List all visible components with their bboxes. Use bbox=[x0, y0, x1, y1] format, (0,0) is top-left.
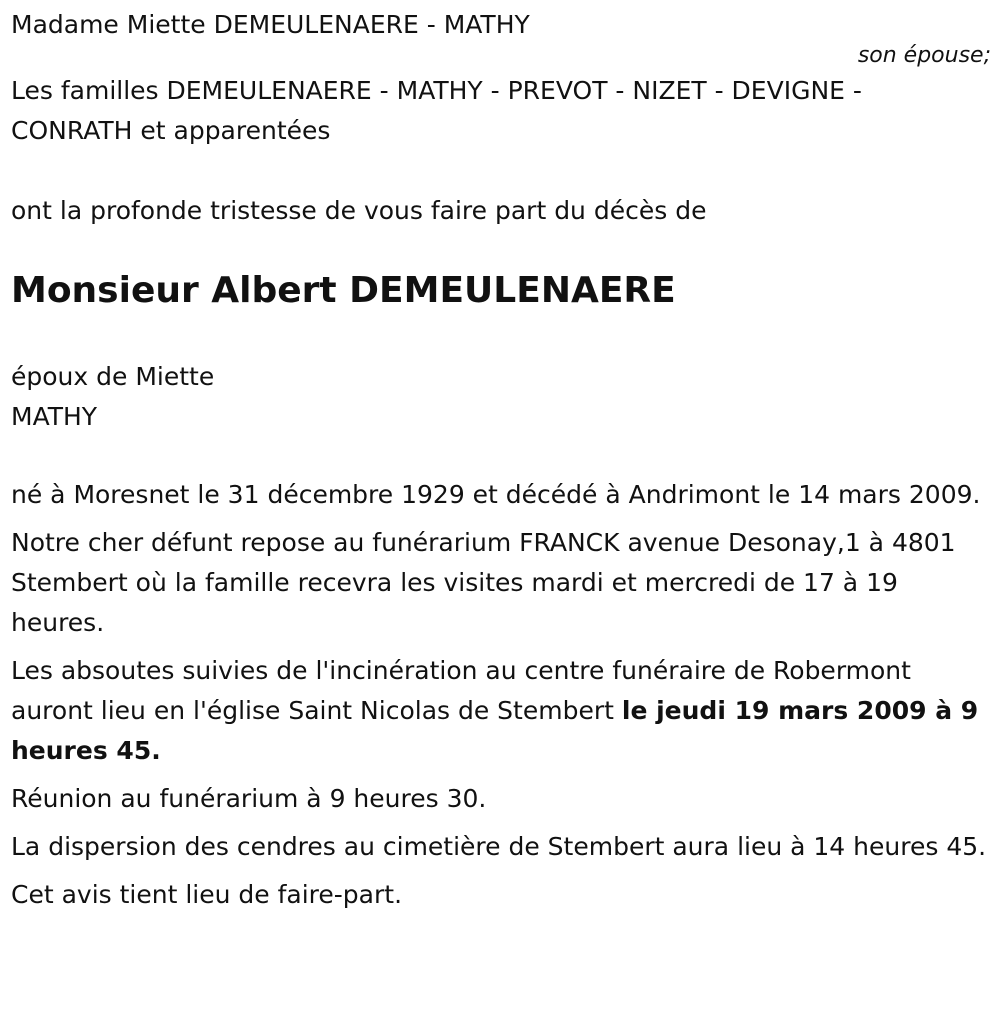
spouse-line-1: époux de Miette bbox=[11, 362, 215, 391]
obituary-notice bbox=[11, 0, 991, 915]
birth-death-paragraph: né à Moresnet le 31 décembre 1929 et décédé à Andrimont le 14 mars 2009. bbox=[11, 480, 981, 509]
ceremony-datetime: le jeudi 19 mars 2009 à 9 heures 45. bbox=[11, 696, 979, 765]
spouse-info bbox=[11, 357, 991, 437]
ceremony-paragraph bbox=[11, 651, 991, 771]
families-line: Les familles DEMEULENAERE - MATHY - PREVOT - NIZET - DEVIGNE - CONRATH et apparentées bbox=[11, 76, 862, 145]
widow-role: son épouse; bbox=[857, 43, 991, 68]
repose-paragraph: Notre cher défunt repose au funérarium FRANCK avenue Desonay,1 à 4801 Stembert où la famille recevra les visites mardi et mercredi de 17 à 19 heures. bbox=[11, 528, 956, 637]
meeting-paragraph: Réunion au funérarium à 9 heures 30. bbox=[11, 784, 487, 813]
announcement-intro: ont la profonde tristesse de vous faire part du décès de bbox=[11, 196, 707, 225]
spouse-line-2: MATHY bbox=[11, 402, 98, 431]
ceremony-prefix: Les absoutes suivies de l'incinération au centre funéraire de Robermont auront lieu en l'église Saint Nicolas de Stembert bbox=[11, 656, 911, 725]
widow-name: Madame Miette DEMEULENAERE - MATHY bbox=[11, 10, 530, 39]
deceased-name: Monsieur Albert DEMEULENAERE bbox=[11, 270, 676, 311]
dispersion-paragraph: La dispersion des cendres au cimetière de Stembert aura lieu à 14 heures 45. bbox=[11, 832, 987, 861]
closing-paragraph: Cet avis tient lieu de faire-part. bbox=[11, 880, 403, 909]
